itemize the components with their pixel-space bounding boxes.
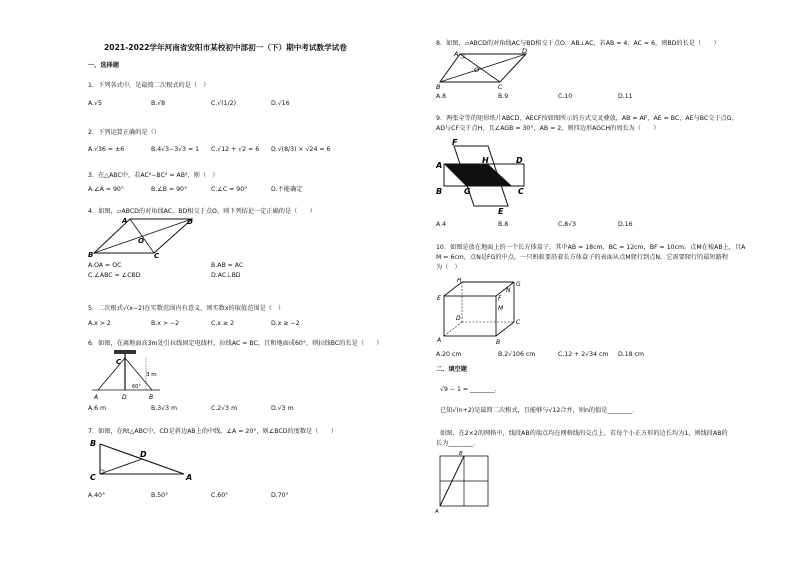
q9-option-a: A.4 <box>436 221 447 228</box>
q2-option-a: A.√36 = ±6 <box>88 146 125 153</box>
q10-label-g: G <box>516 281 521 288</box>
q9-label-h: H <box>482 156 489 165</box>
q9-label-a: A <box>436 161 443 170</box>
q2-option-d: D.√(8/3) × √24 = 6 <box>271 146 331 153</box>
q2-option-b: B.4√3−3√3 = 1 <box>151 146 200 153</box>
q8-stem: 8．如图，▱ABCD的对角线AC与BD相交于点O，AB⊥AC，若AB = 4，AC = 6，则BD的长是（ ） <box>436 40 720 47</box>
q10-option-d: D.18 cm <box>618 351 645 358</box>
q6-label-a: A <box>94 394 99 401</box>
q10-option-a: A.20 cm <box>436 351 462 358</box>
q10-label-a: A <box>437 337 442 344</box>
q9-option-c: C.8√3 <box>558 221 577 228</box>
q6-option-a: A.6 m <box>88 405 107 412</box>
q8-label-b: B <box>436 83 441 90</box>
fill-3-grid-figure <box>434 450 492 514</box>
q5-option-c: C.x ≥ 2 <box>211 320 235 327</box>
q4-label-c: C <box>154 252 160 259</box>
q6-option-c: C.2√3 m <box>211 405 238 412</box>
q7-label-c: C <box>90 473 96 482</box>
section-choice-heading: 一、选择题 <box>88 62 119 69</box>
q7-label-a: A <box>186 473 193 482</box>
q4-label-d: D <box>187 218 193 226</box>
q9-label-c: C <box>518 187 524 196</box>
q10-label-h: H <box>457 277 462 284</box>
q9-stem-line2: AD与CF交于点H，且∠AGB = 30°，AB = 2，则四边形AGCH的周长为（ ） <box>436 125 660 132</box>
q6-stem: 6．如图，在离地面高3m处引拉线固定电线杆，拉线AC = BC，且和地面成60°，则拉线BC的长是（ ） <box>88 340 383 347</box>
q6-label-height: 3 m <box>146 372 157 378</box>
fill-3-line1: 如图，在2×2的网格中，线段AB的端点均在网格线的交点上，若每个小正方形的边长均为1，则线段AB的 <box>440 430 728 437</box>
q4-parallelogram-figure <box>88 215 196 259</box>
q6-option-b: B.3√3 m <box>151 405 178 412</box>
q3-option-b: B.∠B = 90° <box>151 186 188 193</box>
q1-stem: 1．下列各式中，是最简二次根式的是（ ） <box>88 82 210 89</box>
q5-option-d: D.x ≥ −2 <box>271 320 300 327</box>
q3-option-d: D.不能确定 <box>271 186 303 193</box>
q10-label-m: M <box>498 305 504 312</box>
q9-label-b: B <box>436 187 443 196</box>
q3-option-a: A.∠A = 90° <box>88 186 124 193</box>
q5-stem: 5．二次根式√(x−2)在实数范围内有意义，则实数x的取值范围是（ ） <box>88 305 285 312</box>
q9-option-d: D.16 <box>618 221 633 228</box>
q10-label-f: F <box>498 295 502 302</box>
q10-box-figure <box>436 276 526 346</box>
q7-option-c: C.60° <box>211 492 229 499</box>
fill-1: √9 − 1 = ________. <box>440 386 497 393</box>
q9-label-g: G <box>464 187 471 196</box>
q8-option-b: B.9 <box>498 93 509 100</box>
q5-option-a: A.x > 2 <box>88 320 111 327</box>
q6-telegraph-pole-figure <box>88 348 166 402</box>
fill-3-label-a: A <box>435 509 439 514</box>
fill-3-line2: 长为________. <box>436 440 476 447</box>
section-fill-heading: 二、填空题 <box>436 366 467 373</box>
fill-2: 已知√(n+2)是最简二次根式，且能够与√12合并，则n的值是________. <box>440 407 635 414</box>
q8-label-d: D <box>522 48 528 55</box>
q7-stem: 7．如图，在Rt△ABC中，CD是斜边AB上的中线，∠A = 20°，则∠BCD的度数是（ ） <box>88 428 337 435</box>
q7-option-a: A.40° <box>88 492 106 499</box>
q2-stem: 2．下列运算正确的是（） <box>88 129 160 136</box>
q9-stem-line1: 9．两张全等的矩形纸片ABCD，AECF按如图所示的方式交叉叠放，AB = AF，AE = BC，AE与BC交于点G， <box>436 115 738 122</box>
q7-label-b: B <box>90 439 97 448</box>
q8-label-c: C <box>498 83 503 90</box>
q7-option-b: B.50° <box>151 492 169 499</box>
q7-label-d: D <box>140 450 147 459</box>
q10-stem-line2: M = 6cm，点N是FG的中点，一只蚂蚁要沿着长方体盒子的表面从点M爬行到点N，它需要爬行的最短路程 <box>436 254 729 261</box>
q9-label-f: F <box>452 138 458 147</box>
q7-option-d: D.70° <box>271 492 289 499</box>
q8-option-c: C.10 <box>558 93 573 100</box>
q1-option-b: B.√8 <box>151 100 166 107</box>
q9-option-b: B.8 <box>498 221 509 228</box>
q4-option-a: A.OA = OC <box>88 262 122 269</box>
q10-option-b: B.2√106 cm <box>498 351 536 358</box>
q3-stem: 3．在△ABC中，若AC²−BC² = AB²，则（ ） <box>88 172 219 179</box>
page-title: 2021-2022学年河南省安阳市某校初中部初一（下）期中考试数学试卷 <box>104 43 347 52</box>
q9-rectangles-figure <box>436 136 532 216</box>
q6-label-c: C <box>116 358 122 366</box>
q4-stem: 4．如图，▱ABCD的对角线AC，BD相交于点O，则下列结论一定正确的是（ ） <box>88 208 316 215</box>
q1-option-c: C.√(1/2) <box>211 100 237 107</box>
q10-option-c: C.12 + 2√34 cm <box>558 351 609 358</box>
q10-stem-line3: 为（ ） <box>436 264 461 271</box>
q4-option-b: B.AB = AC <box>211 262 244 269</box>
q4-label-a: A <box>122 217 128 225</box>
q8-label-o: O <box>474 66 480 74</box>
q4-label-o: O <box>138 237 144 245</box>
q6-label-b: B <box>149 394 154 401</box>
q8-option-a: A.8 <box>436 93 447 100</box>
q8-option-d: D.11 <box>618 93 633 100</box>
q6-label-d: D <box>122 394 127 401</box>
q7-right-triangle-figure <box>88 436 200 482</box>
q9-label-d: D <box>516 156 523 165</box>
q1-option-d: D.√16 <box>271 100 290 107</box>
q10-label-d: D <box>456 315 461 322</box>
q9-label-e: E <box>498 207 504 216</box>
q10-label-n: N <box>506 287 511 294</box>
q10-label-b: B <box>496 339 501 346</box>
q4-label-b: B <box>88 251 94 259</box>
q2-option-c: C.√12 + √2 = 6 <box>211 146 260 153</box>
q8-label-a: A <box>454 50 459 58</box>
fill-3-label-b: B <box>459 451 463 457</box>
q10-label-e: E <box>437 295 441 302</box>
q10-stem-line1: 10．如图是放在地面上的一个长方体盒子，其中AB = 18cm，BC = 12cm，BF = 10cm，点M在棱AB上，且A <box>436 244 746 251</box>
q4-option-d: D.AC⊥BD <box>211 272 241 279</box>
q1-option-a: A.√5 <box>88 100 102 107</box>
q3-option-c: C.∠C = 90° <box>211 186 248 193</box>
q4-option-c: C.∠ABC = ∠CBD <box>88 272 141 279</box>
q5-option-b: B.x > −2 <box>151 320 180 327</box>
q10-label-c: C <box>516 319 521 326</box>
q6-label-angle: 60° <box>132 384 141 390</box>
q8-parallelogram-figure <box>434 48 530 90</box>
q6-option-d: D.√3 m <box>271 405 294 412</box>
